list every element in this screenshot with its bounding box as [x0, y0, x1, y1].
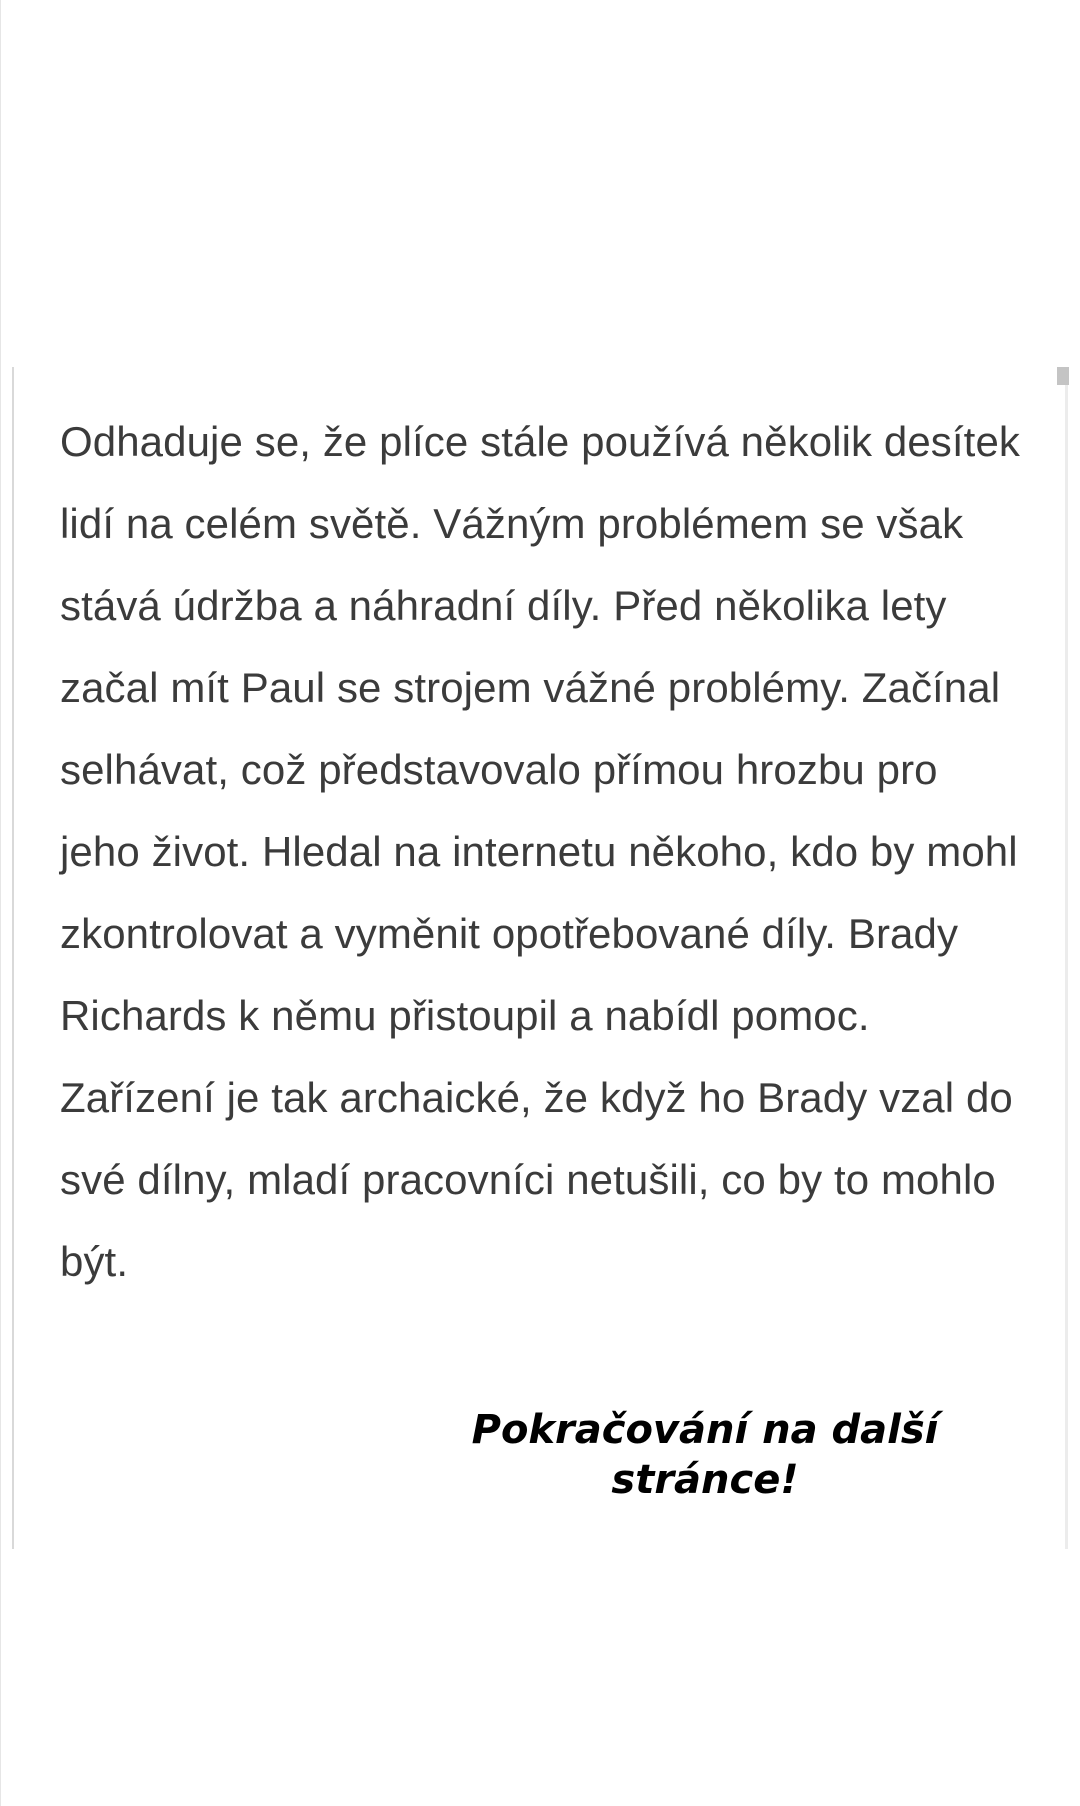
frame-divider-left: [12, 367, 14, 1549]
article-frame: [12, 367, 1068, 1549]
continue-next-page-note: Pokračování na další stránce!: [471, 1407, 939, 1503]
scrollbar-thumb[interactable]: [1057, 367, 1069, 385]
page-edge: [0, 0, 1, 1806]
scrollbar-track[interactable]: [1065, 367, 1068, 1549]
article-paragraph: Odhaduje se, že plíce stále používá několik desítek lidí na celém světě. Vážným problémem se však stává údržba a náhradní díly. Před několika lety začal mít Paul se strojem vážné problémy. Začínal selhávat, což představovalo přímou hrozbu pro jeho život. Hledal na internetu někoho, kdo by mohl zkontrolovat a vyměnit opotřebované díly. Brady Richards k němu přistoupil a nabídl pomoc. Zařízení je tak archaické, že když ho Brady vzal do své dílny, mladí pracovníci netušili, co by to mohlo být.: [60, 418, 1021, 1285]
